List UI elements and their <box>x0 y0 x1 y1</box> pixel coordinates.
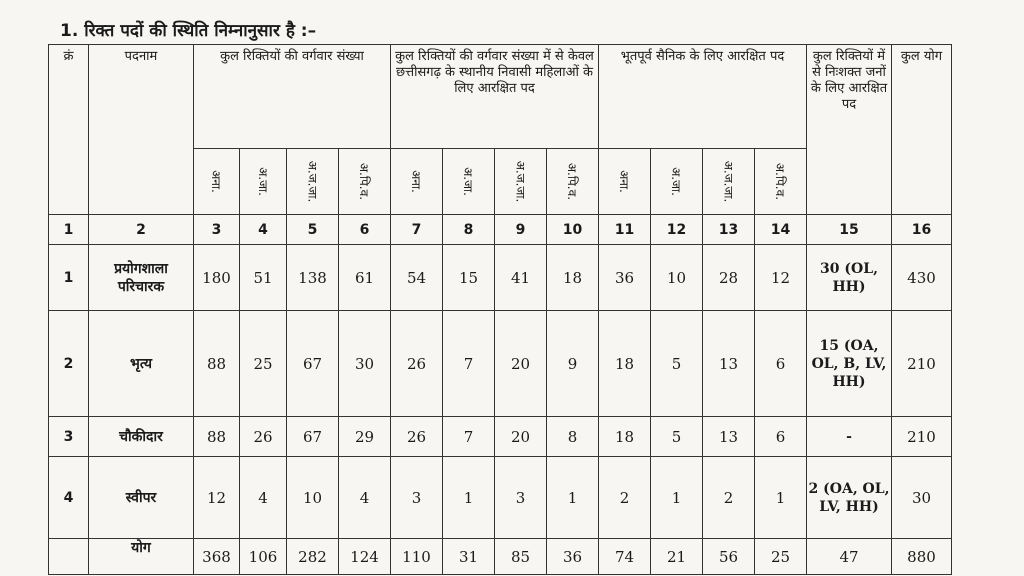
row-value: 20 <box>495 311 547 417</box>
column-number: 13 <box>703 215 755 245</box>
category-header <box>391 149 443 215</box>
total-row <box>49 539 952 575</box>
total-value: 282 <box>287 539 339 575</box>
column-number: 8 <box>443 215 495 245</box>
row-value: 18 <box>599 417 651 457</box>
row-value: 88 <box>194 417 240 457</box>
column-number: 14 <box>755 215 807 245</box>
category-header-text: अ.जा. <box>255 167 270 196</box>
table-row <box>49 311 952 417</box>
category-header-text: अ.जा. <box>669 167 683 196</box>
row-post-name: स्वीपर <box>89 457 194 539</box>
row-value: 15 <box>443 245 495 311</box>
row-value: 28 <box>703 245 755 311</box>
page-heading: 1. रिक्त पदों की स्थिति निम्नानुसार है :– <box>60 21 317 41</box>
total-value: 110 <box>391 539 443 575</box>
category-header <box>755 149 807 215</box>
category-header <box>703 149 755 215</box>
column-number: 16 <box>892 215 952 245</box>
row-total: 210 <box>892 311 952 417</box>
category-header <box>599 149 651 215</box>
total-value: 85 <box>495 539 547 575</box>
column-number: 1 <box>49 215 89 245</box>
total-value: 25 <box>755 539 807 575</box>
row-value: 36 <box>599 245 651 311</box>
row-value: 25 <box>240 311 287 417</box>
category-header-text: अना. <box>208 170 223 193</box>
row-value: 10 <box>287 457 339 539</box>
category-header-text: अना. <box>408 170 423 193</box>
row-value: 26 <box>391 311 443 417</box>
column-number: 4 <box>240 215 287 245</box>
row-value: 10 <box>651 245 703 311</box>
total-disabled-reserved: 47 <box>807 539 892 575</box>
column-number: 11 <box>599 215 651 245</box>
table-row <box>49 417 952 457</box>
row-value: 51 <box>240 245 287 311</box>
column-number: 7 <box>391 215 443 245</box>
row-total: 210 <box>892 417 952 457</box>
category-header <box>651 149 703 215</box>
column-number: 9 <box>495 215 547 245</box>
row-value: 67 <box>287 311 339 417</box>
column-number: 5 <box>287 215 339 245</box>
row-value: 7 <box>443 311 495 417</box>
row-sno: 2 <box>49 311 89 417</box>
row-value: 13 <box>703 311 755 417</box>
row-value: 18 <box>599 311 651 417</box>
column-number: 10 <box>547 215 599 245</box>
total-value: 74 <box>599 539 651 575</box>
total-value: 368 <box>194 539 240 575</box>
column-number: 15 <box>807 215 892 245</box>
row-value: 138 <box>287 245 339 311</box>
category-header-text: अ.ज.जा. <box>513 160 527 203</box>
row-value: 2 <box>599 457 651 539</box>
row-value: 30 <box>339 311 391 417</box>
row-disabled-reserved: 2 (OA, OL, LV, HH) <box>807 457 892 539</box>
total-row-label: योग <box>89 539 194 575</box>
category-header <box>240 149 287 215</box>
row-value: 13 <box>703 417 755 457</box>
column-number: 3 <box>194 215 240 245</box>
row-value: 5 <box>651 417 703 457</box>
table-row <box>49 457 952 539</box>
header-ex-servicemen: भूतपूर्व सैनिक के लिए आरक्षित पद <box>599 45 807 149</box>
row-value: 1 <box>755 457 807 539</box>
row-sno: 1 <box>49 245 89 311</box>
row-value: 8 <box>547 417 599 457</box>
grand-total: 880 <box>892 539 952 575</box>
category-header-text: अना. <box>616 170 631 193</box>
total-value: 124 <box>339 539 391 575</box>
row-value: 180 <box>194 245 240 311</box>
row-value: 6 <box>755 417 807 457</box>
row-value: 1 <box>443 457 495 539</box>
row-value: 9 <box>547 311 599 417</box>
header-sno: क्रं <box>49 45 89 215</box>
row-value: 3 <box>495 457 547 539</box>
category-header <box>547 149 599 215</box>
category-header-text: अ.जा. <box>461 167 475 196</box>
row-value: 7 <box>443 417 495 457</box>
total-value: 56 <box>703 539 755 575</box>
category-header <box>495 149 547 215</box>
column-number: 12 <box>651 215 703 245</box>
total-value: 36 <box>547 539 599 575</box>
column-number: 2 <box>89 215 194 245</box>
row-post-name: भृत्य <box>89 311 194 417</box>
vacancy-table <box>48 44 952 575</box>
row-value: 1 <box>547 457 599 539</box>
row-value: 1 <box>651 457 703 539</box>
row-sno: 4 <box>49 457 89 539</box>
row-disabled-reserved: 15 (OA, OL, B, LV, HH) <box>807 311 892 417</box>
header-total-category: कुल रिक्तियों की वर्गवार संख्या <box>194 45 391 149</box>
category-header-text: अ.पि.व. <box>773 162 787 201</box>
row-value: 18 <box>547 245 599 311</box>
category-header-text: अ.ज.जा. <box>305 160 319 203</box>
row-disabled-reserved: - <box>807 417 892 457</box>
row-post-name: चौकीदार <box>89 417 194 457</box>
category-header <box>287 149 339 215</box>
category-header <box>194 149 240 215</box>
row-value: 4 <box>240 457 287 539</box>
row-sno: 3 <box>49 417 89 457</box>
total-value: 21 <box>651 539 703 575</box>
category-header-text: अ.ज.जा. <box>721 160 735 203</box>
row-value: 2 <box>703 457 755 539</box>
row-value: 54 <box>391 245 443 311</box>
category-header <box>443 149 495 215</box>
column-number: 6 <box>339 215 391 245</box>
total-value: 31 <box>443 539 495 575</box>
total-row-sno <box>49 539 89 575</box>
row-value: 20 <box>495 417 547 457</box>
header-women-reserved: कुल रिक्तियों की वर्गवार संख्या में से केवल छत्तीसगढ़ के स्थानीय निवासी महिलाओं के लिए आरक्षित पद <box>391 45 599 149</box>
header-grand-total: कुल योग <box>892 45 952 215</box>
row-value: 26 <box>391 417 443 457</box>
row-value: 26 <box>240 417 287 457</box>
row-value: 61 <box>339 245 391 311</box>
category-header-text: अ.पि.व. <box>357 162 371 201</box>
row-value: 12 <box>755 245 807 311</box>
row-value: 4 <box>339 457 391 539</box>
row-total: 30 <box>892 457 952 539</box>
row-value: 5 <box>651 311 703 417</box>
table-row <box>49 245 952 311</box>
header-disabled-reserved: कुल रिक्तियों में से निःशक्त जनों के लिए आरक्षित पद <box>807 45 892 215</box>
category-header-text: अ.पि.व. <box>565 162 579 201</box>
row-total: 430 <box>892 245 952 311</box>
category-header <box>339 149 391 215</box>
row-value: 29 <box>339 417 391 457</box>
row-value: 12 <box>194 457 240 539</box>
row-value: 6 <box>755 311 807 417</box>
row-post-name: प्रयोगशाला परिचारक <box>89 245 194 311</box>
row-disabled-reserved: 30 (OL, HH) <box>807 245 892 311</box>
row-value: 41 <box>495 245 547 311</box>
row-value: 3 <box>391 457 443 539</box>
total-value: 106 <box>240 539 287 575</box>
header-post: पदनाम <box>89 45 194 215</box>
row-value: 88 <box>194 311 240 417</box>
row-value: 67 <box>287 417 339 457</box>
